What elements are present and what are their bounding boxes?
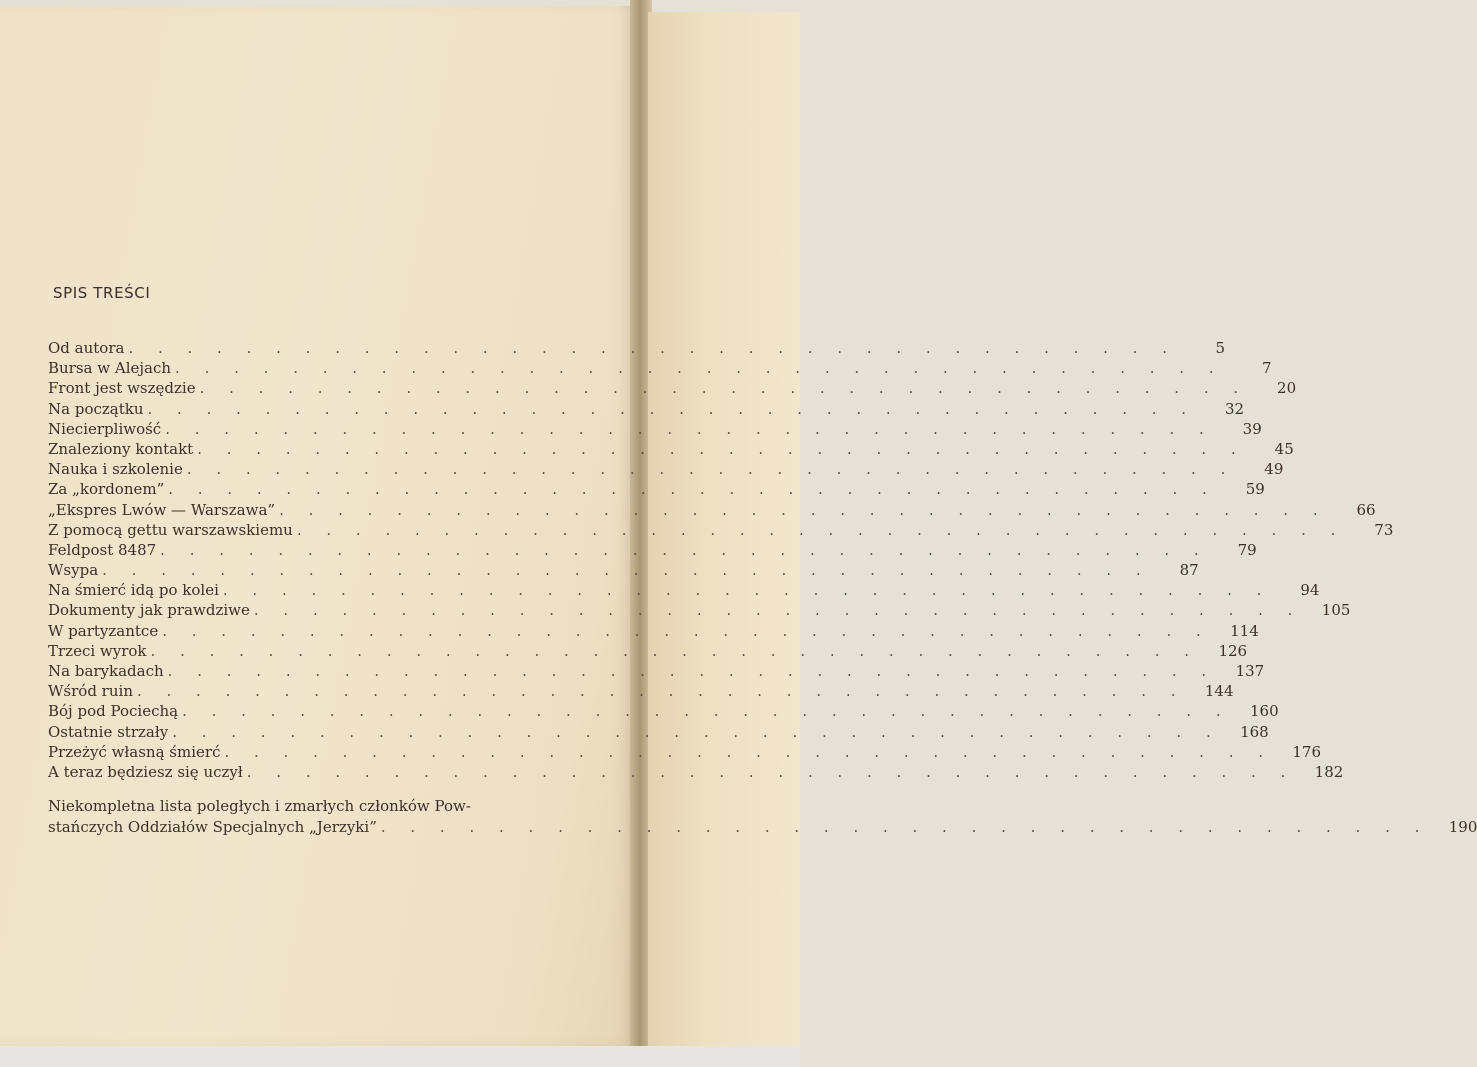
toc-dot-leader: . . . . . . . . . . . . . . . . . . . . . . . . . . . . . . . . . . . . bbox=[182, 702, 1231, 721]
toc-entry-title: Niecierpliwość bbox=[48, 419, 162, 438]
toc-entry-title: Wśród ruin bbox=[48, 682, 133, 701]
toc-entry-title: W partyzantce bbox=[48, 621, 159, 640]
toc-dot-leader: . . . . . . . . . . . . . . . . . . . . . . . . . . . . . . . . . . . . bbox=[147, 399, 1197, 418]
toc-entry-page-number: 144 bbox=[1204, 682, 1234, 701]
toc-entry-title: Dokumenty jak prawdziwe bbox=[48, 601, 250, 620]
toc-dot-leader: . . . . . . . . . . . . . . . . . . . . . . . . . . . . . . . . . . . . bbox=[224, 742, 1274, 761]
toc-entry bbox=[48, 661, 1265, 681]
toc-dot-leader: . . . . . . . . . . . . . . . . . . . . . . . . . . . . . . . . . . . . bbox=[102, 561, 1151, 580]
toc-dot-leader: . . . . . . . . . . . . . . . . . . . . . . . . . . . . . . . . . . . . bbox=[186, 460, 1236, 479]
toc-entry bbox=[48, 580, 1320, 600]
toc-entry-page-number: 49 bbox=[1264, 460, 1284, 479]
toc-entry bbox=[48, 681, 1234, 701]
toc-entry-title: Trzeci wyrok bbox=[48, 641, 147, 660]
toc-entry bbox=[48, 560, 1199, 580]
toc-entry-page-number: 73 bbox=[1374, 520, 1394, 539]
background-surface bbox=[0, 1046, 800, 1067]
toc-entry-title: Feldpost 8487 bbox=[48, 540, 157, 559]
toc-entry bbox=[48, 701, 1279, 721]
toc-entry bbox=[48, 358, 1272, 378]
toc-entry-page-number: 59 bbox=[1245, 480, 1265, 499]
toc-dot-leader: . . . . . . . . . . . . . . . . . . . . . . . . . . . . . . . . . . . . bbox=[136, 682, 1186, 701]
toc-entry bbox=[48, 762, 1344, 782]
toc-entry-title: A teraz będziesz się uczył bbox=[48, 762, 243, 781]
toc-entry-title: Znaleziony kontakt bbox=[48, 439, 194, 458]
toc-dot-leader: . . . . . . . . . . . . . . . . . . . . . . . . . . . . . . . . . . . . bbox=[172, 722, 1221, 741]
toc-dot-leader: . . . . . . . . . . . . . . . . . . . . . . . . . . . . . . . . . . . . bbox=[253, 601, 1303, 620]
toc-entry-title: Na śmierć idą po kolei bbox=[48, 581, 219, 600]
appendix-title-line-1: Niekompletna lista poległych i zmarłych członków Pow- bbox=[48, 797, 471, 816]
toc-heading: SPIS TREŚCI bbox=[53, 284, 151, 302]
toc-entry-page-number: 20 bbox=[1277, 379, 1297, 398]
toc-entry-page-number: 87 bbox=[1179, 561, 1199, 580]
toc-dot-leader: . . . . . . . . . . . . . . . . . . . . . . . . . . . . . . . . . . . . bbox=[162, 621, 1211, 640]
toc-entry-page-number: 45 bbox=[1274, 439, 1294, 458]
toc-dot-leader: . . . . . . . . . . . . . . . . . . . . . . . . . . . . . . . . . . . . bbox=[165, 419, 1214, 438]
toc-appendix-entry bbox=[48, 796, 1477, 838]
toc-dot-leader: . . . . . . . . . . . . . . . . . . . . . . . . . . . . . . . . . . . . bbox=[197, 439, 1246, 458]
toc-dot-leader: . . . . . . . . . . . . . . . . . . . . . . . . . . . . . . . . . . . . bbox=[199, 379, 1249, 398]
toc-list bbox=[48, 338, 1394, 782]
toc-entry bbox=[48, 439, 1294, 459]
appendix-title-line-2-row bbox=[48, 817, 1477, 838]
toc-entry-title: Bursa w Alejach bbox=[48, 359, 172, 378]
toc-entry-title: Bój pod Pociechą bbox=[48, 702, 179, 721]
toc-entry-title: Na początku bbox=[48, 399, 144, 418]
toc-entry bbox=[48, 479, 1265, 499]
toc-entry bbox=[48, 600, 1351, 620]
toc-dot-leader: . . . . . . . . . . . . . . . . . . . . . . . . . . . . . . . . . . . . bbox=[167, 662, 1217, 680]
toc-entry-page-number: 137 bbox=[1235, 662, 1265, 680]
toc-entry-title: Front jest wszędzie bbox=[48, 379, 196, 398]
toc-entry bbox=[48, 378, 1297, 398]
appendix-page-number: 190 bbox=[1448, 818, 1477, 837]
toc-entry bbox=[48, 419, 1262, 439]
toc-entry-title: „Ekspres Lwów — Warszawa” bbox=[48, 500, 276, 519]
toc-entry-title: Za „kordonem” bbox=[48, 480, 165, 499]
toc-entry-title: Ostatnie strzały bbox=[48, 722, 169, 741]
toc-entry bbox=[48, 540, 1257, 560]
toc-entry-page-number: 105 bbox=[1321, 601, 1351, 620]
appendix-title-line-2: stańczych Oddziałów Specjalnych „Jerzyki” bbox=[48, 818, 377, 837]
toc-entry-page-number: 126 bbox=[1218, 641, 1248, 660]
toc-entry bbox=[48, 621, 1259, 641]
toc-entry bbox=[48, 338, 1225, 358]
appendix-dot-leader: . . . . . . . . . . . . . . . . . . . . . . . . . . . . . . . . . . . . bbox=[380, 818, 1430, 837]
toc-entry bbox=[48, 500, 1376, 520]
toc-entry bbox=[48, 520, 1394, 540]
toc-dot-leader: . . . . . . . . . . . . . . . . . . . . . . . . . . . . . . . . . . . . bbox=[246, 762, 1296, 781]
toc-entry-page-number: 176 bbox=[1292, 742, 1322, 761]
toc-dot-leader: . . . . . . . . . . . . . . . . . . . . . . . . . . . . . . . . . . . . bbox=[175, 359, 1224, 378]
toc-dot-leader: . . . . . . . . . . . . . . . . . . . . . . . . . . . . . . . . . . . . bbox=[296, 520, 1346, 539]
toc-entry-page-number: 94 bbox=[1300, 581, 1320, 600]
toc-entry bbox=[48, 399, 1245, 419]
toc-entry-page-number: 114 bbox=[1230, 621, 1259, 640]
toc-entry-page-number: 5 bbox=[1215, 339, 1225, 357]
toc-entry-page-number: 182 bbox=[1314, 762, 1344, 781]
toc-entry bbox=[48, 641, 1248, 661]
toc-entry-title: Wsypa bbox=[48, 561, 99, 580]
toc-entry-page-number: 66 bbox=[1356, 500, 1376, 519]
toc-entry-page-number: 79 bbox=[1237, 540, 1257, 559]
toc-entry-page-number: 32 bbox=[1224, 399, 1245, 418]
table-of-contents bbox=[48, 284, 1477, 838]
toc-dot-leader: . . . . . . . . . . . . . . . . . . . . . . . . . . . . . . . . . . . . bbox=[279, 500, 1328, 519]
toc-dot-leader: . . . . . . . . . . . . . . . . . . . . . . . . . . . . . . . . . . . . bbox=[160, 540, 1209, 559]
toc-entry-page-number: 7 bbox=[1262, 359, 1272, 378]
toc-dot-leader: . . . . . . . . . . . . . . . . . . . . . . . . . . . . . . . . . . . . bbox=[128, 339, 1177, 357]
toc-dot-leader: . . . . . . . . . . . . . . . . . . . . . . . . . . . . . . . . . . . . bbox=[150, 641, 1200, 660]
toc-entry bbox=[48, 459, 1284, 479]
toc-entry-page-number: 160 bbox=[1249, 702, 1279, 721]
toc-dot-leader: . . . . . . . . . . . . . . . . . . . . . . . . . . . . . . . . . . . . bbox=[168, 480, 1217, 499]
toc-entry-title: Nauka i szkolenie bbox=[48, 460, 183, 479]
toc-entry-title: Na barykadach bbox=[48, 662, 164, 680]
toc-entry-title: Przeżyć własną śmierć bbox=[48, 742, 221, 761]
toc-dot-leader: . . . . . . . . . . . . . . . . . . . . . . . . . . . . . . . . . . . . bbox=[222, 581, 1272, 600]
toc-entry bbox=[48, 742, 1322, 762]
toc-entry-title: Od autora bbox=[48, 339, 125, 357]
toc-entry-page-number: 168 bbox=[1240, 722, 1269, 741]
toc-entry-title: Z pomocą gettu warszawskiemu bbox=[48, 520, 293, 539]
toc-entry-page-number: 39 bbox=[1242, 419, 1262, 438]
toc-entry bbox=[48, 722, 1269, 742]
